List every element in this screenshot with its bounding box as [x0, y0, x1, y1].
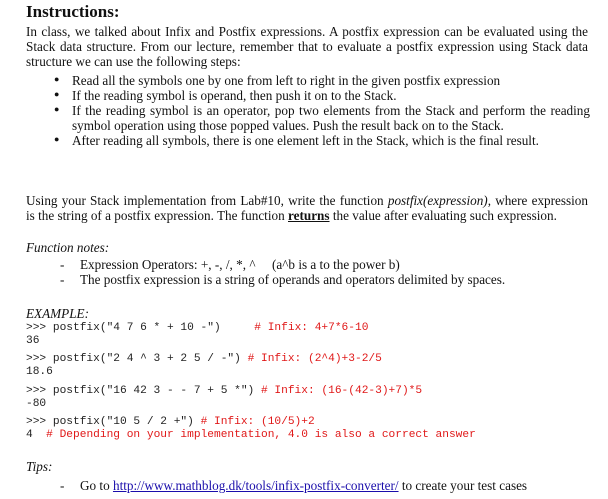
code-call: >>> postfix("2 4 ^ 3 + 2 5 / -") — [26, 353, 241, 365]
tip-item: - Go to http://www.mathblog.dk/tools/infix-postfix-converter/ to create your test cases — [60, 478, 590, 493]
code-comment: # Depending on your implementation, 4.0 is also a correct answer — [46, 428, 476, 441]
note-item: - The postfix expression is a string of operands and operators delimited by spaces. — [60, 272, 590, 287]
code-call: >>> postfix("16 42 3 - - 7 + 5 *") — [26, 385, 255, 397]
task-text: , where expression is the string of a postfix expression. The function — [26, 193, 588, 223]
tips-list — [60, 478, 590, 493]
step-item: ● If the reading symbol is operand, then push it on to the Stack. — [54, 88, 590, 103]
step-item: ● Read all the symbols one by one from left to right in the given postfix expression — [54, 73, 590, 88]
function-notes-list — [60, 257, 590, 287]
code-call: >>> postfix("4 7 6 * + 10 -") — [26, 322, 221, 334]
code-result: 4 — [26, 428, 33, 441]
intro-paragraph: In class, we talked about Infix and Postfix expressions. A postfix expression can be evaluated using the Stack data structure. From our lecture, remember that to evaluate a postfix expression using Stack data structure we can use the following steps: — [26, 24, 588, 69]
code-comment: # Infix: (16-(42-3)+7)*5 — [260, 385, 423, 397]
converter-link[interactable]: http://www.mathblog.dk/tools/infix-postfix-converter/ — [112, 478, 399, 493]
code-example — [26, 385, 422, 410]
steps-list — [54, 73, 590, 148]
code-example — [26, 353, 382, 378]
returns-keyword: returns — [288, 208, 330, 223]
tips-label: Tips: — [26, 459, 53, 474]
code-comment: # Infix: (2^4)+3-2/5 — [247, 353, 382, 365]
code-comment: # Infix: (10/5)+2 — [200, 416, 315, 428]
code-comment: # Infix: 4+7*6-10 — [254, 322, 369, 334]
task-text: the value after evaluating such expression. — [329, 208, 557, 223]
instructions-heading: Instructions: — [26, 2, 120, 21]
function-signature: postfix(expression) — [387, 193, 488, 208]
code-result: 36 — [26, 334, 40, 347]
code-example — [26, 416, 476, 441]
step-item: ● If the reading symbol is an operator, pop two elements from the Stack and perform the reading symbol operation using those popped values. Push the result back on to the Stack. — [54, 103, 590, 133]
step-item: ● After reading all symbols, there is one element left in the Stack, which is the final result. — [54, 133, 590, 148]
function-notes-label: Function notes: — [26, 240, 110, 255]
task-paragraph — [26, 193, 588, 223]
task-text: Using your Stack implementation from Lab#10, write the function — [26, 193, 388, 208]
code-result: 18.6 — [26, 365, 53, 378]
code-example — [26, 322, 368, 347]
note-item: - Expression Operators: +, -, /, *, ^ (a^b is a to the power b) — [60, 257, 590, 272]
example-label: EXAMPLE: — [26, 306, 89, 321]
code-call: >>> postfix("10 5 / 2 +") — [26, 416, 194, 428]
code-result: -80 — [26, 397, 47, 410]
